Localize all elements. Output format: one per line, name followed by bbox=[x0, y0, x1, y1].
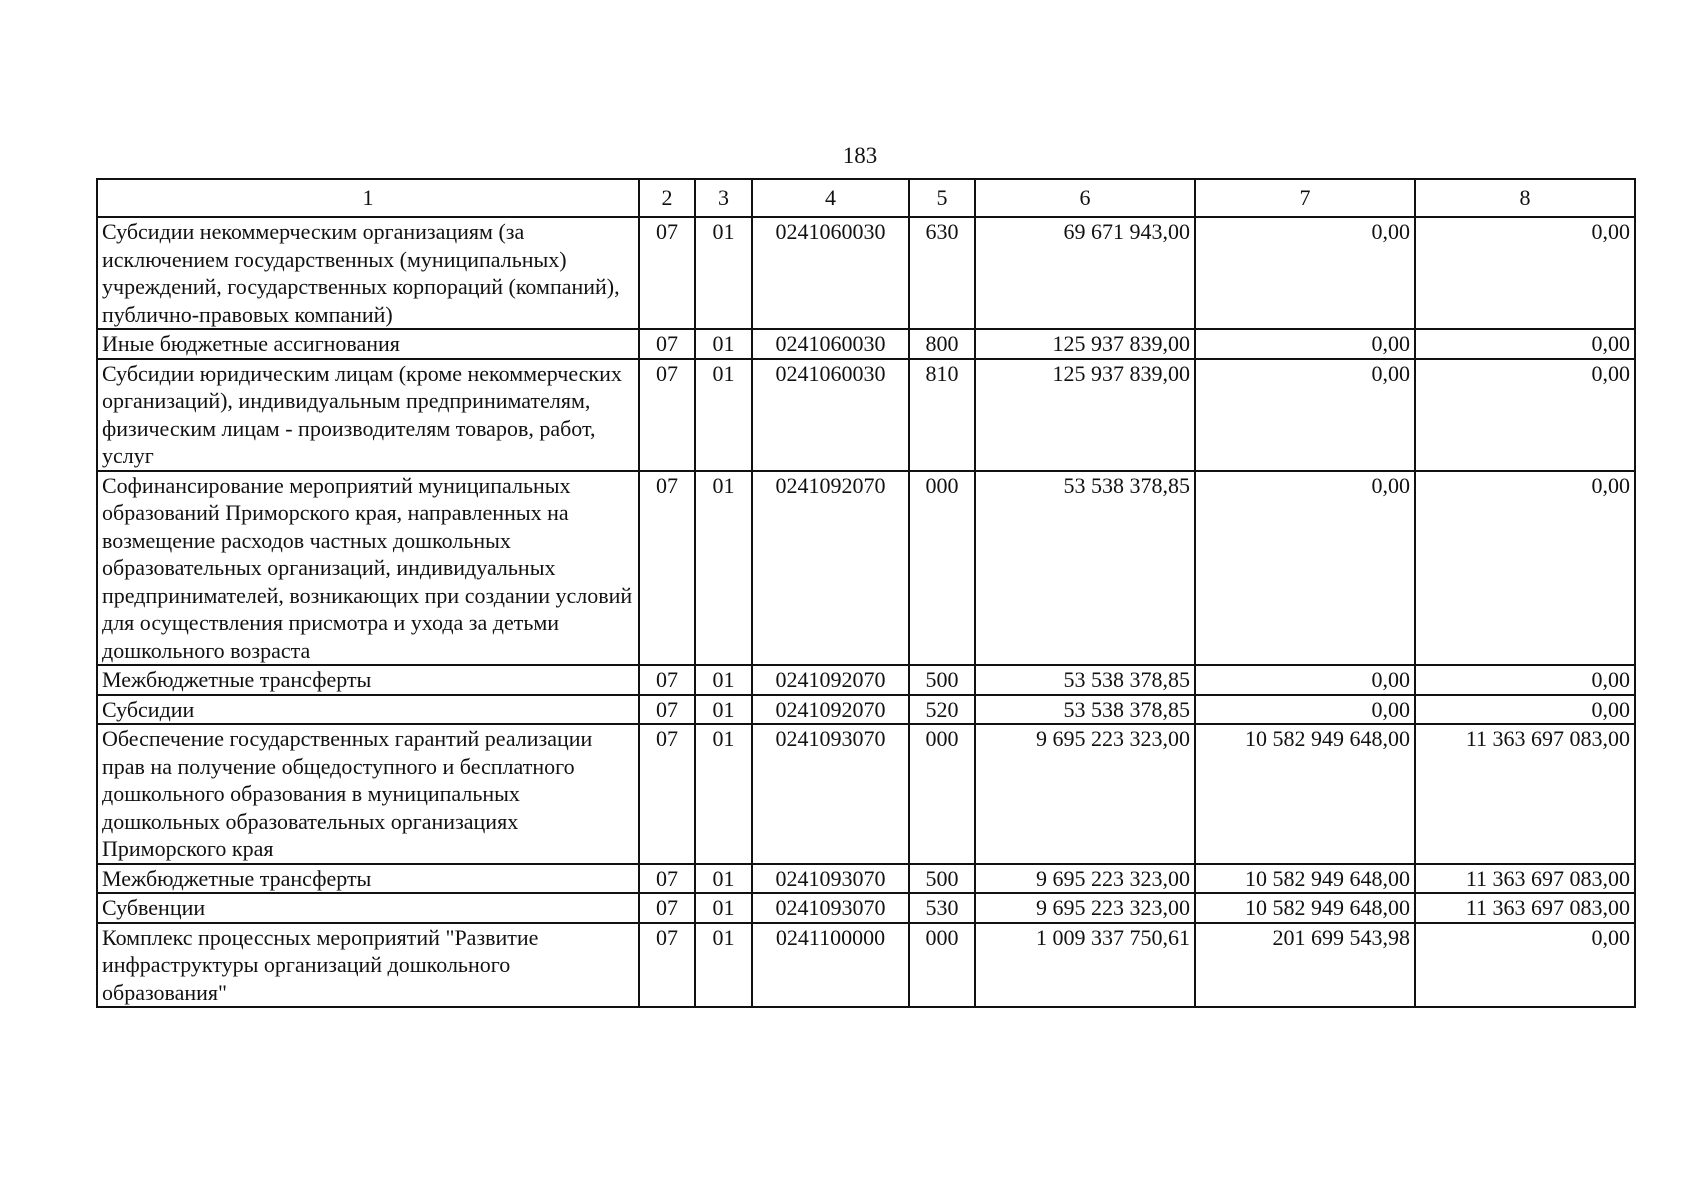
amount-cell: 9 695 223 323,00 bbox=[975, 893, 1195, 923]
section-code-cell: 07 bbox=[639, 864, 695, 894]
amount-cell: 0,00 bbox=[1195, 471, 1415, 666]
section-code-cell: 07 bbox=[639, 923, 695, 1008]
expense-type-cell: 530 bbox=[909, 893, 975, 923]
table-row bbox=[97, 864, 1635, 894]
target-article-cell: 0241093070 bbox=[752, 724, 909, 864]
target-article-cell: 0241060030 bbox=[752, 329, 909, 359]
target-article-cell: 0241060030 bbox=[752, 217, 909, 329]
subsection-code-cell: 01 bbox=[695, 359, 752, 471]
expense-type-cell: 520 bbox=[909, 695, 975, 725]
amount-cell: 0,00 bbox=[1195, 695, 1415, 725]
amount-cell: 9 695 223 323,00 bbox=[975, 724, 1195, 864]
row-name-cell: Субвенции bbox=[97, 893, 639, 923]
amount-cell: 0,00 bbox=[1195, 359, 1415, 471]
budget-table bbox=[96, 178, 1636, 1008]
target-article-cell: 0241093070 bbox=[752, 864, 909, 894]
column-header: 4 bbox=[752, 179, 909, 217]
amount-cell: 0,00 bbox=[1415, 471, 1635, 666]
table-row bbox=[97, 471, 1635, 666]
expense-type-cell: 000 bbox=[909, 724, 975, 864]
expense-type-cell: 500 bbox=[909, 864, 975, 894]
column-header: 1 bbox=[97, 179, 639, 217]
table-row bbox=[97, 665, 1635, 695]
section-code-cell: 07 bbox=[639, 893, 695, 923]
amount-cell: 0,00 bbox=[1415, 329, 1635, 359]
amount-cell: 10 582 949 648,00 bbox=[1195, 864, 1415, 894]
row-name-cell: Софинансирование мероприятий муниципальных образований Приморского края, направленных на возмещение расходов частных дошкольных образовательных организаций, индивидуальных предпринимателей, возникающих при создании условий для осуществления присмотра и ухода за детьми дошкольного возраста bbox=[97, 471, 639, 666]
target-article-cell: 0241092070 bbox=[752, 471, 909, 666]
subsection-code-cell: 01 bbox=[695, 329, 752, 359]
column-header: 6 bbox=[975, 179, 1195, 217]
page-number: 183 bbox=[842, 143, 878, 168]
section-code-cell: 07 bbox=[639, 359, 695, 471]
row-name-cell: Субсидии юридическим лицам (кроме некоммерческих организаций), индивидуальным предпринимателям, физическим лицам - производителям товаров, работ, услуг bbox=[97, 359, 639, 471]
amount-cell: 0,00 bbox=[1195, 665, 1415, 695]
table-row bbox=[97, 695, 1635, 725]
table-header-row bbox=[97, 179, 1635, 217]
row-name-cell: Субсидии некоммерческим организациям (за исключением государственных (муниципальных) учреждений, государственных корпораций (компаний), публично-правовых компаний) bbox=[97, 217, 639, 329]
section-code-cell: 07 bbox=[639, 471, 695, 666]
column-header: 7 bbox=[1195, 179, 1415, 217]
amount-cell: 0,00 bbox=[1195, 329, 1415, 359]
subsection-code-cell: 01 bbox=[695, 217, 752, 329]
amount-cell: 10 582 949 648,00 bbox=[1195, 893, 1415, 923]
section-code-cell: 07 bbox=[639, 329, 695, 359]
amount-cell: 0,00 bbox=[1415, 359, 1635, 471]
amount-cell: 69 671 943,00 bbox=[975, 217, 1195, 329]
amount-cell: 53 538 378,85 bbox=[975, 695, 1195, 725]
amount-cell: 9 695 223 323,00 bbox=[975, 864, 1195, 894]
amount-cell: 11 363 697 083,00 bbox=[1415, 864, 1635, 894]
section-code-cell: 07 bbox=[639, 724, 695, 864]
column-header: 8 bbox=[1415, 179, 1635, 217]
row-name-cell: Субсидии bbox=[97, 695, 639, 725]
column-header: 2 bbox=[639, 179, 695, 217]
expense-type-cell: 630 bbox=[909, 217, 975, 329]
section-code-cell: 07 bbox=[639, 695, 695, 725]
row-name-cell: Межбюджетные трансферты bbox=[97, 665, 639, 695]
table-row bbox=[97, 217, 1635, 329]
row-name-cell: Комплекс процессных мероприятий "Развитие инфраструктуры организаций дошкольного образования" bbox=[97, 923, 639, 1008]
expense-type-cell: 000 bbox=[909, 923, 975, 1008]
section-code-cell: 07 bbox=[639, 665, 695, 695]
amount-cell: 53 538 378,85 bbox=[975, 665, 1195, 695]
column-header: 3 bbox=[695, 179, 752, 217]
subsection-code-cell: 01 bbox=[695, 893, 752, 923]
table-row bbox=[97, 724, 1635, 864]
table-row bbox=[97, 359, 1635, 471]
section-code-cell: 07 bbox=[639, 217, 695, 329]
expense-type-cell: 800 bbox=[909, 329, 975, 359]
amount-cell: 201 699 543,98 bbox=[1195, 923, 1415, 1008]
amount-cell: 11 363 697 083,00 bbox=[1415, 724, 1635, 864]
subsection-code-cell: 01 bbox=[695, 864, 752, 894]
row-name-cell: Межбюджетные трансферты bbox=[97, 864, 639, 894]
column-header: 5 bbox=[909, 179, 975, 217]
amount-cell: 0,00 bbox=[1195, 217, 1415, 329]
amount-cell: 0,00 bbox=[1415, 217, 1635, 329]
amount-cell: 53 538 378,85 bbox=[975, 471, 1195, 666]
table-row bbox=[97, 893, 1635, 923]
row-name-cell: Иные бюджетные ассигнования bbox=[97, 329, 639, 359]
subsection-code-cell: 01 bbox=[695, 923, 752, 1008]
subsection-code-cell: 01 bbox=[695, 724, 752, 864]
amount-cell: 0,00 bbox=[1415, 695, 1635, 725]
target-article-cell: 0241092070 bbox=[752, 665, 909, 695]
amount-cell: 1 009 337 750,61 bbox=[975, 923, 1195, 1008]
expense-type-cell: 000 bbox=[909, 471, 975, 666]
subsection-code-cell: 01 bbox=[695, 695, 752, 725]
amount-cell: 0,00 bbox=[1415, 665, 1635, 695]
target-article-cell: 0241100000 bbox=[752, 923, 909, 1008]
target-article-cell: 0241093070 bbox=[752, 893, 909, 923]
amount-cell: 0,00 bbox=[1415, 923, 1635, 1008]
subsection-code-cell: 01 bbox=[695, 665, 752, 695]
expense-type-cell: 500 bbox=[909, 665, 975, 695]
amount-cell: 125 937 839,00 bbox=[975, 329, 1195, 359]
target-article-cell: 0241092070 bbox=[752, 695, 909, 725]
subsection-code-cell: 01 bbox=[695, 471, 752, 666]
amount-cell: 11 363 697 083,00 bbox=[1415, 893, 1635, 923]
target-article-cell: 0241060030 bbox=[752, 359, 909, 471]
expense-type-cell: 810 bbox=[909, 359, 975, 471]
table-row bbox=[97, 923, 1635, 1008]
row-name-cell: Обеспечение государственных гарантий реализации прав на получение общедоступного и бесплатного дошкольного образования в муниципальных дошкольных образовательных организациях Приморского края bbox=[97, 724, 639, 864]
table-row bbox=[97, 329, 1635, 359]
amount-cell: 125 937 839,00 bbox=[975, 359, 1195, 471]
amount-cell: 10 582 949 648,00 bbox=[1195, 724, 1415, 864]
